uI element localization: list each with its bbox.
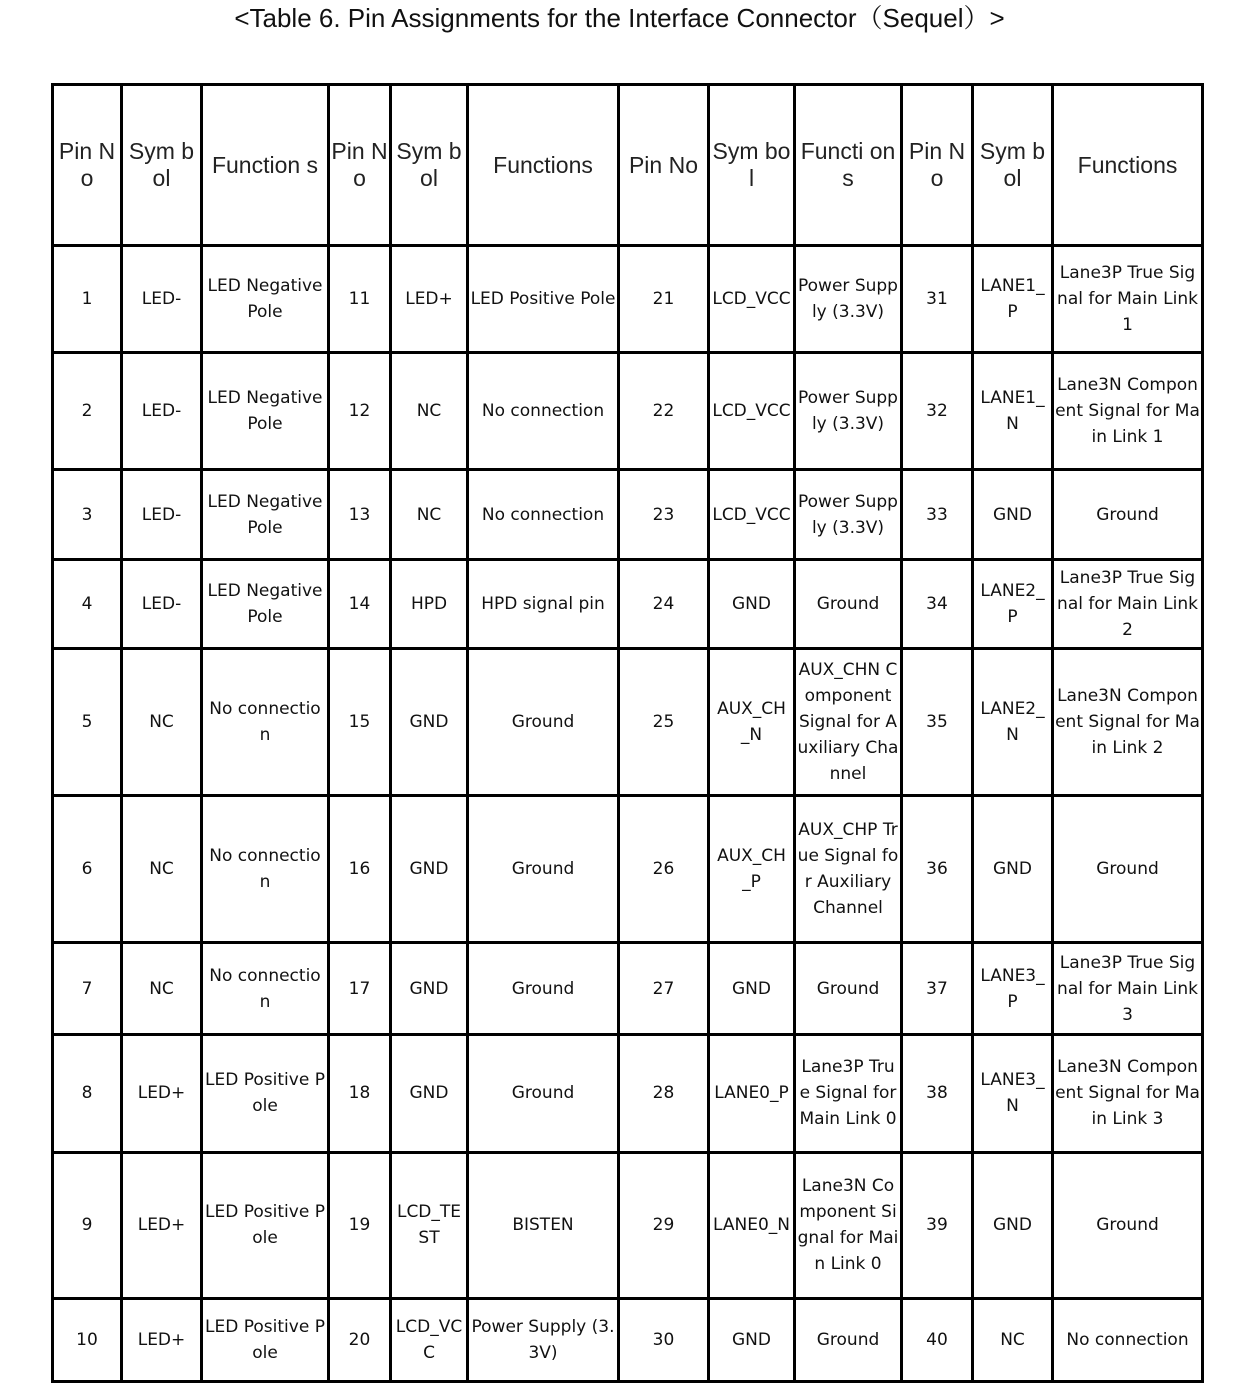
pin-symbol: LCD_VCC xyxy=(709,470,795,560)
pin-function: Lane3P True Signal for Main Link 3 xyxy=(1053,943,1203,1035)
pin-function: No connection xyxy=(202,943,329,1035)
pin-number: 10 xyxy=(53,1299,122,1382)
pin-symbol: GND xyxy=(391,1034,468,1152)
pin-function: Lane3N Component Signal for Main Link 2 xyxy=(1053,649,1203,796)
pin-symbol: GND xyxy=(973,470,1053,560)
pin-function: LED Negative Pole xyxy=(202,470,329,560)
table-row xyxy=(53,470,1203,560)
pin-symbol: AUX_CH _P xyxy=(709,796,795,943)
pin-function: Power Supply (3.3V) xyxy=(795,246,902,353)
pin-function: Power Supply (3.3V) xyxy=(795,470,902,560)
pin-function: LED Positive Pole xyxy=(202,1299,329,1382)
pin-number: 16 xyxy=(329,796,391,943)
pin-symbol: LANE3_ N xyxy=(973,1034,1053,1152)
pin-number: 40 xyxy=(902,1299,973,1382)
pin-symbol: GND xyxy=(973,796,1053,943)
pin-symbol: GND xyxy=(391,796,468,943)
pin-symbol: GND xyxy=(391,649,468,796)
pin-number: 37 xyxy=(902,943,973,1035)
pin-function: Lane3N Component Signal for Main Link 3 xyxy=(1053,1034,1203,1152)
pin-symbol: LED- xyxy=(122,246,202,353)
pin-function: No connection xyxy=(202,796,329,943)
pin-symbol: LED+ xyxy=(122,1299,202,1382)
header-symbol: Sym bol xyxy=(122,85,202,246)
pin-symbol: LED+ xyxy=(122,1152,202,1299)
pin-function: Ground xyxy=(1053,470,1203,560)
pin-number: 31 xyxy=(902,246,973,353)
pin-number: 32 xyxy=(902,352,973,470)
table-row xyxy=(53,1034,1203,1152)
header-function: Function s xyxy=(202,85,329,246)
pin-number: 26 xyxy=(619,796,709,943)
pin-function: HPD signal pin xyxy=(468,559,619,649)
pin-symbol: NC xyxy=(973,1299,1053,1382)
pin-symbol: LANE0_P xyxy=(709,1034,795,1152)
pin-symbol: LANE1_ N xyxy=(973,352,1053,470)
pin-number: 22 xyxy=(619,352,709,470)
pin-number: 2 xyxy=(53,352,122,470)
pin-symbol: LED+ xyxy=(391,246,468,353)
pin-number: 15 xyxy=(329,649,391,796)
pin-number: 21 xyxy=(619,246,709,353)
pin-symbol: LANE2_ P xyxy=(973,559,1053,649)
pin-symbol: LED- xyxy=(122,559,202,649)
pin-function: BISTEN xyxy=(468,1152,619,1299)
table-row xyxy=(53,943,1203,1035)
pin-function: LED Positive Pole xyxy=(468,246,619,353)
header-symbol: Sym bol xyxy=(973,85,1053,246)
pin-function: Ground xyxy=(1053,1152,1203,1299)
pin-function: Lane3P True Signal for Main Link 2 xyxy=(1053,559,1203,649)
pin-function: Lane3P True Signal for Main Link 0 xyxy=(795,1034,902,1152)
pin-function: LED Negative Pole xyxy=(202,352,329,470)
pin-number: 34 xyxy=(902,559,973,649)
pin-symbol: NC xyxy=(122,796,202,943)
pin-symbol: NC xyxy=(122,649,202,796)
pin-number: 9 xyxy=(53,1152,122,1299)
pin-function: LED Positive Pole xyxy=(202,1034,329,1152)
table-row xyxy=(53,796,1203,943)
pin-number: 29 xyxy=(619,1152,709,1299)
pin-symbol: AUX_CH _N xyxy=(709,649,795,796)
pin-function: No connection xyxy=(468,352,619,470)
pin-number: 11 xyxy=(329,246,391,353)
pin-symbol: LED- xyxy=(122,352,202,470)
table-row xyxy=(53,246,1203,353)
pin-symbol: LCD_VC C xyxy=(391,1299,468,1382)
pin-number: 14 xyxy=(329,559,391,649)
pin-symbol: LANE0_N xyxy=(709,1152,795,1299)
table-row xyxy=(53,352,1203,470)
pin-number: 5 xyxy=(53,649,122,796)
pin-function: No connection xyxy=(1053,1299,1203,1382)
pin-function: No connection xyxy=(468,470,619,560)
pin-symbol: GND xyxy=(973,1152,1053,1299)
header-pin-no: Pin No xyxy=(53,85,122,246)
header-function: Functions xyxy=(1053,85,1203,246)
pin-function: Ground xyxy=(468,649,619,796)
table-title: <Table 6. Pin Assignments for the Interface Connector（Sequel）> xyxy=(234,3,1005,33)
header-pin-no: Pin No xyxy=(902,85,973,246)
pin-function: Lane3N Component Signal for Main Link 1 xyxy=(1053,352,1203,470)
pin-function: No connection xyxy=(202,649,329,796)
pin-number: 19 xyxy=(329,1152,391,1299)
pin-symbol: LCD_TE ST xyxy=(391,1152,468,1299)
pin-symbol: NC xyxy=(391,470,468,560)
pin-number: 39 xyxy=(902,1152,973,1299)
header-row xyxy=(53,85,1203,246)
pin-function: LED Negative Pole xyxy=(202,559,329,649)
pin-function: AUX_CHP True Signal for Auxiliary Channel xyxy=(795,796,902,943)
pin-function: Power Supply (3.3V) xyxy=(468,1299,619,1382)
pin-number: 27 xyxy=(619,943,709,1035)
table-row xyxy=(53,1152,1203,1299)
pin-symbol: GND xyxy=(709,559,795,649)
pin-number: 28 xyxy=(619,1034,709,1152)
pin-function: Ground xyxy=(795,943,902,1035)
pin-number: 38 xyxy=(902,1034,973,1152)
pin-symbol: NC xyxy=(391,352,468,470)
pin-function: Ground xyxy=(1053,796,1203,943)
pin-symbol: HPD xyxy=(391,559,468,649)
pin-number: 7 xyxy=(53,943,122,1035)
pin-number: 12 xyxy=(329,352,391,470)
pin-number: 20 xyxy=(329,1299,391,1382)
pin-symbol: GND xyxy=(391,943,468,1035)
pin-symbol: LANE3_ P xyxy=(973,943,1053,1035)
pin-function: Lane3N Component Signal for Main Link 0 xyxy=(795,1152,902,1299)
header-function: Functi ons xyxy=(795,85,902,246)
pin-function: Lane3P True Signal for Main Link 1 xyxy=(1053,246,1203,353)
pin-symbol: GND xyxy=(709,943,795,1035)
pin-symbol: LANE2_ N xyxy=(973,649,1053,796)
pin-number: 35 xyxy=(902,649,973,796)
pin-symbol: LED- xyxy=(122,470,202,560)
pin-number: 25 xyxy=(619,649,709,796)
pin-function: Power Supply (3.3V) xyxy=(795,352,902,470)
pin-number: 17 xyxy=(329,943,391,1035)
pin-function: Ground xyxy=(795,559,902,649)
header-function: Functions xyxy=(468,85,619,246)
pin-number: 18 xyxy=(329,1034,391,1152)
pin-symbol: NC xyxy=(122,943,202,1035)
pin-function: LED Positive Pole xyxy=(202,1152,329,1299)
pin-number: 6 xyxy=(53,796,122,943)
pin-number: 4 xyxy=(53,559,122,649)
header-symbol: Sym bol xyxy=(391,85,468,246)
header-pin-no: Pin No xyxy=(619,85,709,246)
pin-number: 23 xyxy=(619,470,709,560)
pin-number: 24 xyxy=(619,559,709,649)
table-row xyxy=(53,649,1203,796)
pin-symbol: GND xyxy=(709,1299,795,1382)
pin-function: Ground xyxy=(468,796,619,943)
pin-function: Ground xyxy=(795,1299,902,1382)
pin-number: 8 xyxy=(53,1034,122,1152)
pin-number: 36 xyxy=(902,796,973,943)
pin-function: Ground xyxy=(468,943,619,1035)
pin-function: LED Negative Pole xyxy=(202,246,329,353)
pin-number: 13 xyxy=(329,470,391,560)
pin-function: AUX_CHN Component Signal for Auxiliary Channel xyxy=(795,649,902,796)
pin-symbol: LCD_VCC xyxy=(709,352,795,470)
pin-number: 1 xyxy=(53,246,122,353)
header-pin-no: Pin No xyxy=(329,85,391,246)
pin-symbol: LED+ xyxy=(122,1034,202,1152)
pin-number: 33 xyxy=(902,470,973,560)
header-symbol: Sym bol xyxy=(709,85,795,246)
pin-assignment-table xyxy=(51,83,1204,1383)
pin-symbol: LANE1_ P xyxy=(973,246,1053,353)
pin-function: Ground xyxy=(468,1034,619,1152)
pin-symbol: LCD_VCC xyxy=(709,246,795,353)
pin-number: 30 xyxy=(619,1299,709,1382)
pin-number: 3 xyxy=(53,470,122,560)
table-row xyxy=(53,559,1203,649)
table-row xyxy=(53,1299,1203,1382)
